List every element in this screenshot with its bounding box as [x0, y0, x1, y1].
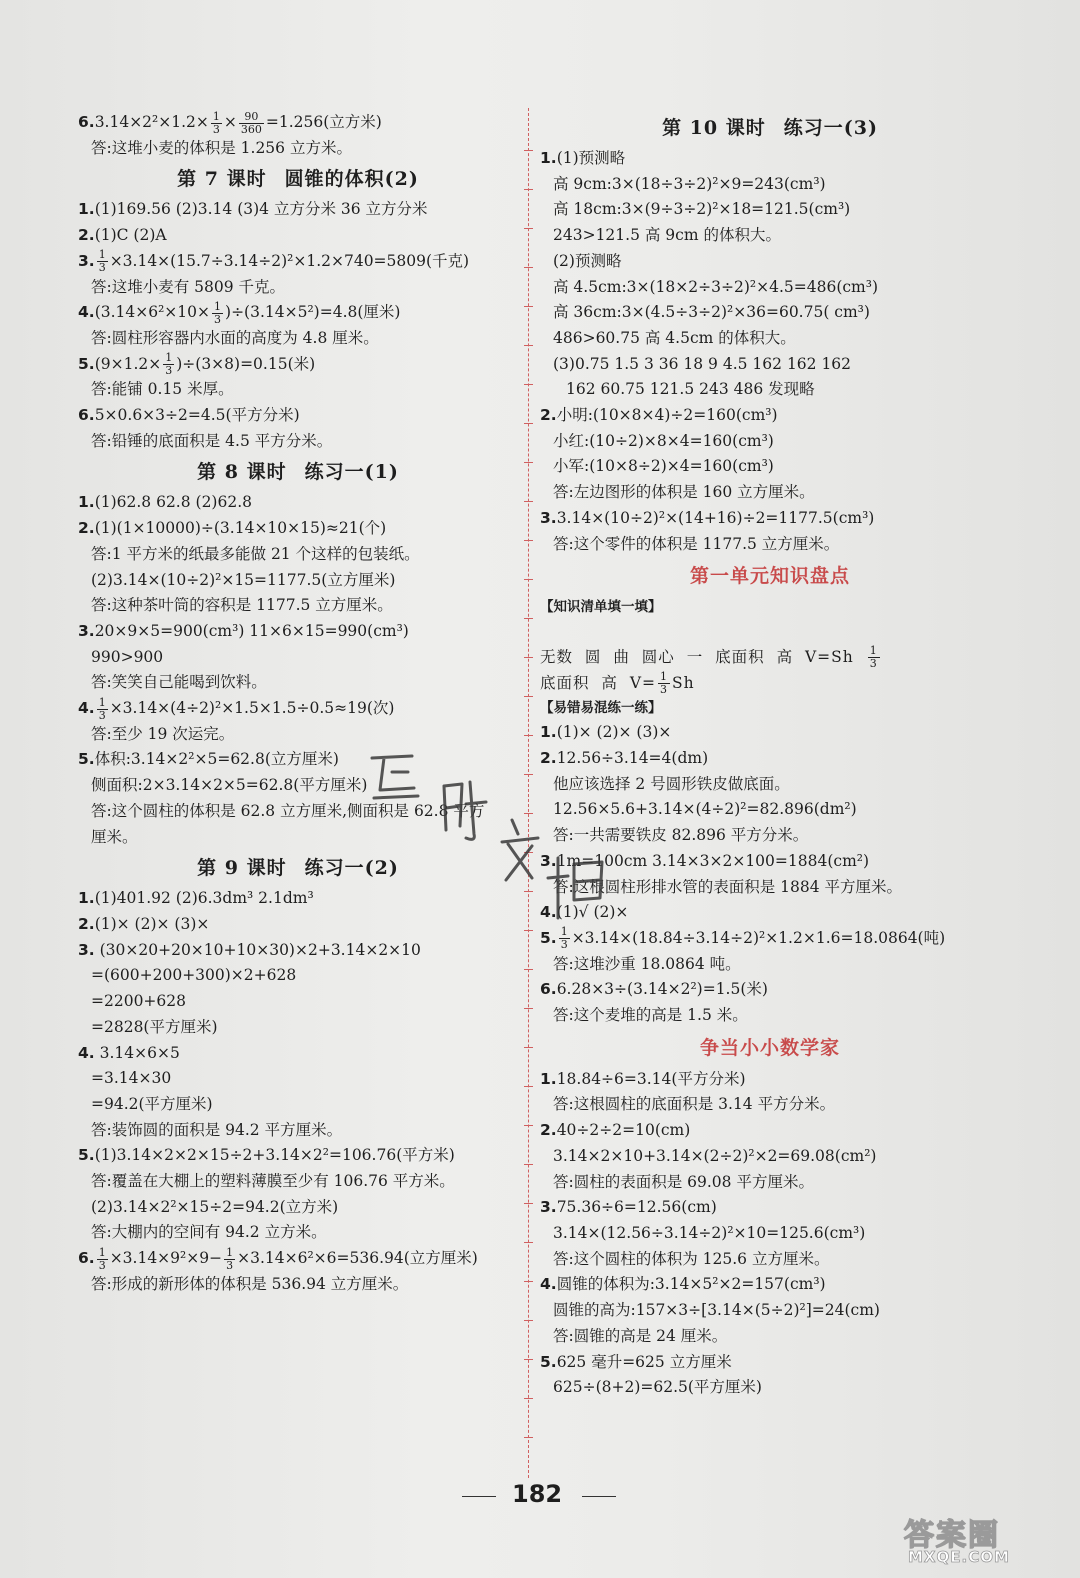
question-line: 2.(1)× (2)× (3)× [78, 914, 210, 933]
answer-line: 答:这个零件的体积是 1177.5 立方厘米。 [553, 534, 840, 553]
question-line: 5.625 毫升=625 立方厘米 [540, 1352, 732, 1371]
fraction: $\frac{90}{360}$ [240, 109, 262, 136]
fill-line: 无数 圆 曲 圆心 一 底面积 高 V=Sh $\frac{1}{3}$ [540, 644, 878, 671]
right-column [540, 110, 1000, 1401]
answer-line: 高 9cm:3×(18÷3÷2)²×9=243(cm³) [553, 174, 826, 193]
answer-line: 答:能铺 0.15 米厚。 [91, 380, 234, 399]
answer-line: 小红:(10÷2)×8×4=160(cm³) [553, 431, 774, 450]
answer-line: 答:这种茶叶筒的容积是 1177.5 立方厘米。 [91, 596, 393, 615]
watermark-logo [898, 1508, 1068, 1570]
answer-line: (3)0.75 1.5 3 36 18 9 4.5 162 162 162 [553, 354, 852, 373]
answer-line: 答:左边图形的体积是 160 立方厘米。 [553, 483, 815, 502]
answer-line: (2)3.14×2²×15÷2=94.2(立方米) [91, 1197, 339, 1216]
answer-line: =94.2(平方厘米) [91, 1094, 213, 1113]
answer-line: 625÷(8+2)=62.5(平方厘米) [553, 1378, 762, 1397]
question-line: 1.(1)× (2)× (3)× [540, 723, 672, 742]
answer-line: 答:这个麦堆的高是 1.5 米。 [553, 1006, 748, 1025]
answer-line: 答:这堆小麦的体积是 1.256 立方米。 [91, 138, 352, 157]
question-line: 1.(1)169.56 (2)3.14 (3)4 立方分米 36 立方分米 [78, 200, 428, 219]
answer-line: 高 36cm:3×(4.5÷3÷2)²×36=60.75( cm³) [553, 303, 870, 322]
question-line: 3. $\frac{1}{3}$ ×3.14×(15.7÷3.14÷2)²×1.2×740=5809(千克) [78, 248, 470, 275]
answer-line: 高 18cm:3×(9÷3÷2)²×18=121.5(cm³) [553, 200, 851, 219]
answer-line: =2828(平方厘米) [91, 1017, 218, 1036]
fraction: $\frac{1}{3}$ [560, 925, 568, 952]
answer-line: (2)3.14×(10÷2)²×15=1177.5(立方厘米) [91, 570, 396, 589]
answer-line: 243>121.5 高 9cm 的体积大。 [553, 226, 781, 245]
answer-line: 答:圆锥的高是 24 厘米。 [553, 1326, 728, 1345]
question-line: 5.(9×1.2× $\frac{1}{3}$ )÷(3×8)=0.15(米) [78, 351, 316, 378]
subsection-heading: 【易错易混练一练】 [540, 700, 662, 717]
answer-line: 答:这个圆柱的体积为 125.6 立方厘米。 [553, 1249, 830, 1268]
question-line: 5. $\frac{1}{3}$ ×3.14×(18.84÷3.14÷2)²×1.2×1.6=18.0864(吨) [540, 925, 946, 952]
answer-line: 答:装饰圆的面积是 94.2 平方厘米。 [91, 1120, 343, 1139]
stamp-text: 互助文档 [362, 738, 366, 739]
answer-line: 答:1 平方米的纸最多能做 21 个这样的包装纸。 [91, 544, 420, 563]
lesson-heading: 第 9 课时 练习一(2) [197, 857, 399, 880]
fraction: $\frac{1}{3}$ [226, 1245, 234, 1272]
lesson-heading: 第 8 课时 练习一(1) [197, 461, 399, 484]
answer-line: 圆锥的高为:157×3÷[3.14×(5÷2)²]=24(cm) [553, 1301, 880, 1320]
question-line: 6.6.28×3÷(3.14×2²)=1.5(米) [540, 980, 768, 999]
answer-line: 答:一共需要铁皮 82.896 平方分米。 [553, 826, 809, 845]
answer-line: =2200+628 [91, 992, 187, 1011]
question-line: 3.3.14×(10÷2)²×(14+16)÷2=1177.5(cm³) [540, 508, 875, 527]
question-line: 6.5×0.6×3÷2=4.5(平方分米) [78, 406, 300, 425]
question-line: 2.40÷2÷2=10(cm) [540, 1121, 691, 1140]
answer-line: 486>60.75 高 4.5cm 的体积大。 [553, 328, 796, 347]
question-line: 3. (30×20+20×10+10×30)×2+3.14×2×10 [78, 940, 421, 959]
question-line: 6.3.14×2²×1.2× $\frac{1}{3}$ × $\frac{90}{360}$ =1.256(立方米) [78, 109, 382, 136]
page-number: 182 [512, 1480, 563, 1508]
question-line: 6. $\frac{1}{3}$ ×3.14×9²×9− $\frac{1}{3}$ ×3.14×6²×6=536.94(立方厘米) [78, 1245, 478, 1272]
question-line: 1.(1)预测略 [540, 149, 626, 167]
answer-line: 3.14×(12.56÷3.14÷2)²×10=125.6(cm³) [553, 1224, 866, 1242]
question-line: 5.体积:3.14×2²×5=62.8(立方厘米) [78, 750, 339, 769]
section-heading: 争当小小数学家 [699, 1036, 840, 1059]
question-line: 1.18.84÷6=3.14(平方分米) [540, 1069, 746, 1088]
fraction: $\frac{1}{3}$ [212, 109, 220, 136]
question-line: 1.(1)62.8 62.8 (2)62.8 [78, 493, 252, 512]
answer-line: 厘米。 [91, 827, 138, 846]
answer-line: =(600+200+300)×2+628 [91, 966, 297, 985]
question-line: 4. 3.14×6×5 [78, 1043, 180, 1062]
question-line: 4.(1)√ (2)× [540, 903, 629, 922]
fraction: $\frac{1}{3}$ [660, 670, 669, 697]
question-line: 2.(1)C (2)A [78, 226, 167, 245]
fraction: $\frac{1}{3}$ [98, 695, 106, 722]
lesson-heading: 第 10 课时 练习一(3) [662, 117, 878, 139]
question-line: 1.(1)401.92 (2)6.3dm³ 2.1dm³ [78, 889, 314, 908]
watermark-logo-text: 答案圈 [904, 1518, 1000, 1553]
watermark-url: MXQE.COM [908, 1548, 1010, 1566]
answer-line: 答:这根圆柱的底面积是 3.14 平方分米。 [553, 1095, 836, 1114]
fraction: $\frac{1}{3}$ [869, 644, 878, 671]
footer-dash-right [582, 1496, 616, 1497]
answer-line: 答:圆柱的表面积是 69.08 平方厘米。 [553, 1172, 814, 1191]
answer-line: 162 60.75 121.5 243 486 发现略 [566, 380, 815, 399]
question-line: 2.小明:(10×8×4)÷2=160(cm³) [540, 406, 778, 425]
answer-line: 答:这堆沙重 18.0864 吨。 [553, 954, 741, 973]
fill-line [540, 619, 1000, 645]
answer-line: 答:铅锤的底面积是 4.5 平方分米。 [91, 431, 333, 450]
answer-line: 高 4.5cm:3×(18×2÷3÷2)²×4.5=486(cm³) [553, 277, 879, 296]
left-column [78, 110, 518, 1298]
fill-line: 底面积 高 V= $\frac{1}{3}$ Sh [540, 670, 695, 697]
answer-line: (2)预测略 [553, 251, 622, 270]
fraction: $\frac{1}{3}$ [165, 351, 173, 378]
answer-line: 答:笑笑自己能喝到饮料。 [91, 673, 267, 692]
answer-line: 答:覆盖在大棚上的塑料薄膜至少有 106.76 平方米。 [91, 1172, 455, 1191]
answer-line: 答:这个圆柱的体积是 62.8 立方厘米,侧面积是 62.8 平方 [91, 801, 485, 820]
question-line: 5.(1)3.14×2×2×15÷2+3.14×2²=106.76(平方米) [78, 1146, 455, 1165]
answer-line: 小军:(10×8÷2)×4=160(cm³) [553, 457, 774, 476]
question-line: 3.1m=100cm 3.14×3×2×100=1884(cm²) [540, 851, 870, 870]
answer-line: 答:圆柱形容器内水面的高度为 4.8 厘米。 [91, 328, 379, 347]
fraction: $\frac{1}{3}$ [214, 299, 222, 326]
fraction: $\frac{1}{3}$ [98, 1245, 106, 1272]
section-heading: 第一单元知识盘点 [689, 565, 850, 588]
answer-line: 侧面积:2×3.14×2×5=62.8(平方厘米) [91, 776, 368, 795]
answer-line: 答:大棚内的空间有 94.2 立方米。 [91, 1223, 327, 1242]
question-line: 3.75.36÷6=12.56(cm) [540, 1198, 717, 1217]
question-line: 3.20×9×5=900(cm³) 11×6×15=990(cm³) [78, 621, 409, 640]
subsection-heading: 【知识清单填一填】 [540, 599, 662, 616]
answer-line: 12.56×5.6+3.14×(4÷2)²=82.896(dm²) [553, 800, 857, 819]
divider-ticks [524, 112, 533, 1472]
answer-line: 答:这堆小麦有 5809 千克。 [91, 277, 286, 296]
question-line: 4.圆锥的体积为:3.14×5²×2=157(cm³) [540, 1275, 826, 1294]
answer-line: 答:至少 19 次运完。 [91, 724, 235, 743]
footer-dash-left [462, 1496, 496, 1497]
answer-line: 答:这根圆柱形排水管的表面积是 1884 平方厘米。 [553, 877, 903, 896]
answer-line: 他应该选择 2 号圆形铁皮做底面。 [553, 774, 790, 793]
answer-line: 3.14×2×10+3.14×(2÷2)²×2=69.08(cm²) [553, 1146, 877, 1165]
answer-line: 答:形成的新形体的体积是 536.94 立方厘米。 [91, 1274, 409, 1293]
question-line: 4.(3.14×6²×10× $\frac{1}{3}$ )÷(3.14×5²)=4.8(厘米) [78, 299, 401, 326]
question-line: 4. $\frac{1}{3}$ ×3.14×(4÷2)²×1.5×1.5÷0.5≈19(次) [78, 695, 395, 722]
lesson-heading: 第 7 课时 圆锥的体积(2) [177, 168, 419, 191]
answer-line: =3.14×30 [91, 1069, 172, 1088]
answer-line: 990>900 [91, 647, 164, 666]
fraction: $\frac{1}{3}$ [98, 248, 106, 275]
question-line: 2.(1)(1×10000)÷(3.14×10×15)≈21(个) [78, 519, 387, 538]
question-line: 2.12.56÷3.14=4(dm) [540, 749, 709, 768]
